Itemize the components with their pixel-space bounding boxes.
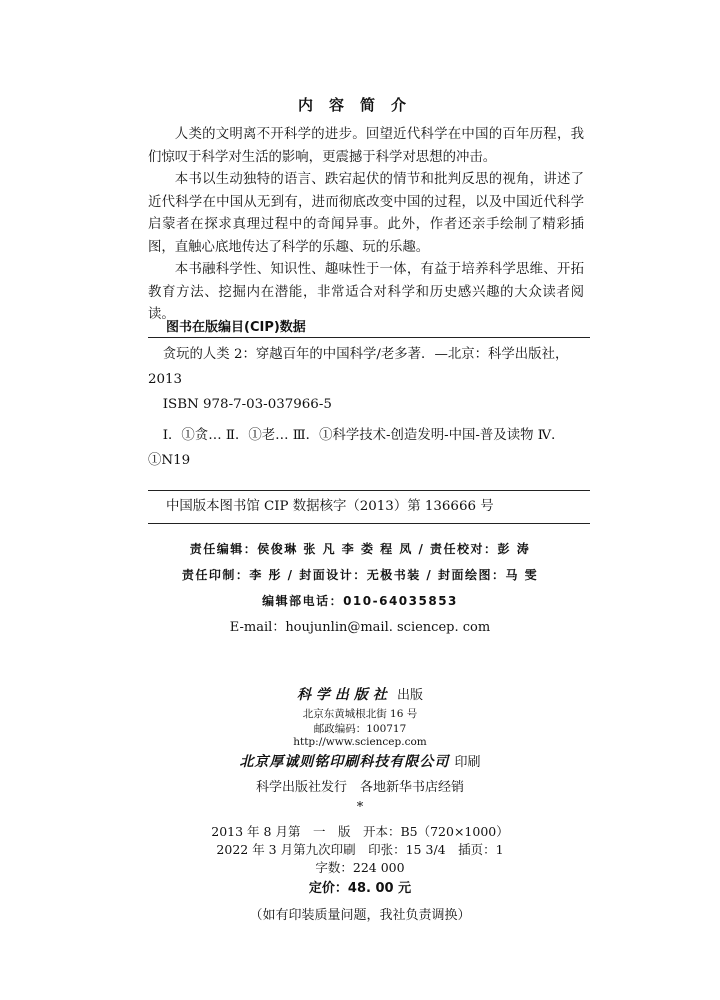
printing-info: 2022 年 3 月第九次印刷 印张：15 3/4 插页：1: [216, 842, 504, 857]
publisher-suffix: 出版: [397, 688, 424, 703]
quality-notice: （如有印装质量问题，我社负责调换）: [249, 908, 471, 923]
publisher-name: 科学出版社: [296, 687, 392, 703]
price: 定价：48. 00 元: [308, 881, 412, 896]
cip-entry: 贪玩的人类 2：穿越百年的中国科学/老多著．—北京：科学出版社，2013: [148, 347, 569, 387]
printer-suffix: 印刷: [454, 755, 481, 770]
printer-name: 北京厚诚则铭印刷科技有限公司: [239, 754, 450, 770]
cip-isbn: ISBN 978-7-03-037966-5: [162, 397, 332, 412]
publisher-postcode: 邮政编码：100717: [313, 723, 407, 735]
cip-subjects: Ⅰ．①贪… Ⅱ．①老… Ⅲ．①科学技术-创造发明-中国-普及读物 Ⅳ．①N19: [148, 428, 565, 468]
publisher-address: 北京东黄城根北街 16 号: [302, 708, 418, 720]
edition-info: 2013 年 8 月第 一 版 开本：B5（720×1000）: [211, 824, 509, 839]
cip-verification: 中国版本图书馆 CIP 数据核字（2013）第 136666 号: [166, 499, 494, 514]
editorial-phone: 编辑部电话：010-64035853: [262, 594, 458, 608]
separator-mark: *: [356, 800, 364, 815]
cip-top-rule: [148, 337, 590, 338]
publisher-line: [0, 684, 720, 704]
printer-line: [0, 751, 720, 771]
intro-paragraph: 本书融科学性、知识性、趣味性于一体，有益于培养科学思维、开拓教育方法、挖掘内在潜能，非常适合对科学和历史感兴趣的大众读者阅读。: [148, 262, 584, 322]
cip-body: [148, 342, 590, 473]
cip-bottom-rule: [148, 523, 590, 524]
staff-production: 责任印制：李 彤 / 封面设计：无极书装 / 封面绘图：马 雯: [181, 568, 539, 582]
distribution: 科学出版社发行 各地新华书店经销: [255, 780, 464, 795]
cip-heading: 图书在版编目(CIP)数据: [166, 320, 306, 335]
editorial-email: E-mail：houjunlin@mail. sciencep. com: [229, 620, 491, 635]
cip-middle-rule: [148, 490, 590, 491]
intro-paragraph: 人类的文明离不开科学的进步。回望近代科学在中国的百年历程，我们惊叹于科学对生活的影响，更震撼于科学对思想的冲击。: [148, 127, 584, 165]
intro-paragraph: 本书以生动独特的语言、跌宕起伏的情节和批判反思的视角，讲述了近代科学在中国从无到有，进而彻底改变中国的过程，以及中国近代科学启蒙者在探求真理过程中的奇闻异事。此外，作者还亲手绘制了精彩插图，直触心底地传达了科学的乐趣、玩的乐趣。: [148, 172, 584, 255]
staff-editors: 责任编辑：侯俊琳 张 凡 李 娄 程 凤 / 责任校对：彭 涛: [189, 542, 531, 556]
intro-body: [148, 124, 584, 327]
publisher-website: http://www.sciencep.com: [293, 736, 427, 748]
intro-title: 内容简介: [297, 96, 422, 114]
word-count: 字数：224 000: [315, 860, 405, 875]
